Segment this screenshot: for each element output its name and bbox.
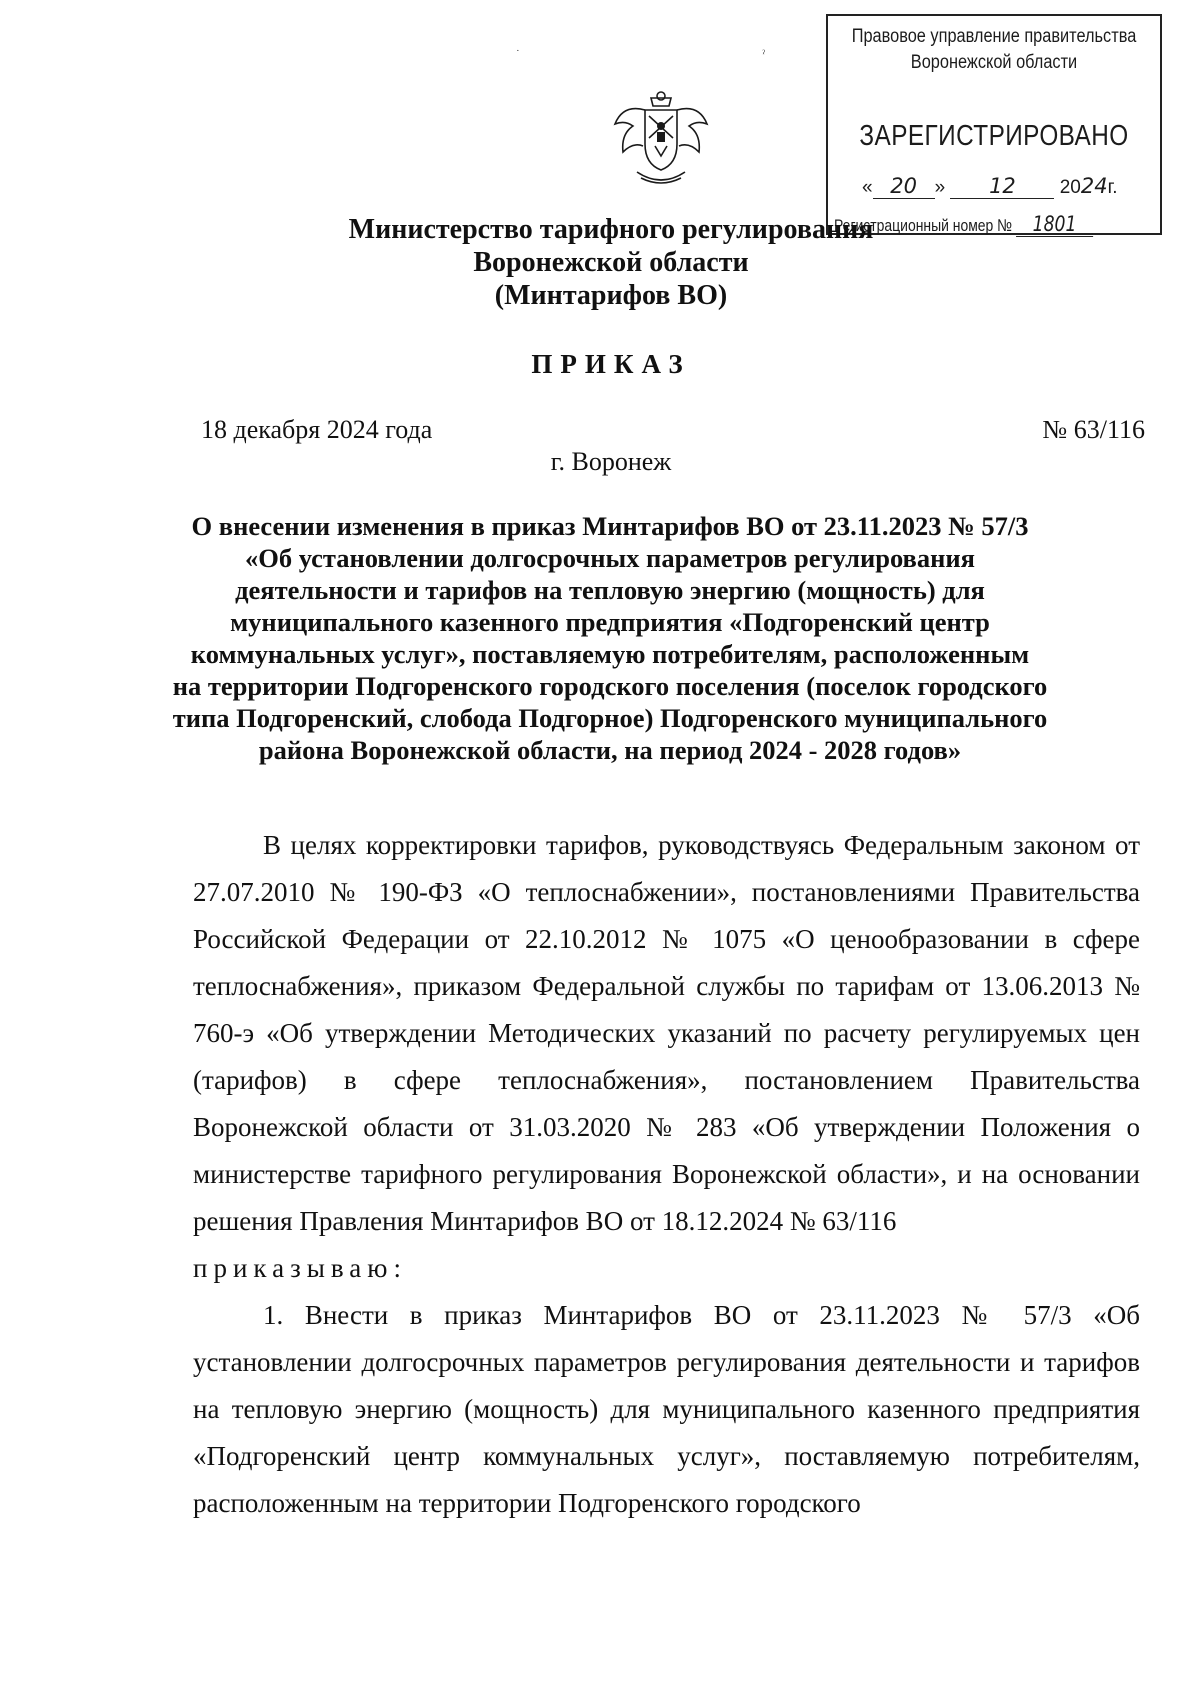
coat-of-arms-icon [607, 86, 715, 192]
heading-line: О внесении изменения в приказ Минтарифов ВО от 23.11.2023 № 57/3 [191, 511, 1029, 541]
stamp-day: 20 [873, 174, 935, 199]
heading-line: муниципального казенного предприятия «Подгоренский центр [230, 607, 990, 637]
order-number: № 63/116 [1042, 415, 1145, 444]
document-type: ПРИКАЗ [531, 349, 691, 379]
ministry-line: Воронежской области [473, 247, 749, 278]
stamp-year-prefix: 20 [1059, 177, 1081, 198]
order-city: г. Воронеж [550, 447, 672, 476]
order-heading [150, 510, 1070, 766]
preamble-paragraph: В целях корректировки тарифов, руководствуясь Федеральным законом от 27.07.2010 № 190-ФЗ «О теплоснабжении», постановлениями Правительства Российской Федерации от 22.10.2012 № 1075 «О ценообразовании в сфере теплоснабжения», приказом Федеральной службы по тарифам от 13.06.2013 № 760-э «Об утверждении Методических указаний по расчету регулируемых цен (тарифов) в сфере теплоснабжения», постановлением Правительства Воронежской области от 31.03.2020 № 283 «Об утверждении Положения о министерстве тарифного регулирования Воронежской области», и на основании решения Правления Минтарифов ВО от 18.12.2024 № 63/116 [193, 830, 1140, 1236]
order-body [193, 822, 1140, 1527]
stamp-registered-label: ЗАРЕГИСТРИРОВАНО [859, 120, 1129, 152]
ministry-name [0, 213, 1200, 312]
heading-line: «Об установлении долгосрочных параметров регулирования [245, 543, 975, 573]
stamp-year-suffix: г. [1107, 177, 1118, 198]
stamp-year: 24 [1080, 174, 1108, 198]
stamp-reg-value: 1801 [1016, 212, 1093, 237]
registration-stamp [826, 14, 1162, 235]
order-date: 18 декабря 2024 года [201, 415, 433, 444]
stamp-date: « 20 » 12 2024г. [862, 174, 1118, 198]
stamp-organization [851, 24, 1137, 76]
ministry-line: (Минтарифов ВО) [494, 280, 728, 311]
heading-line: на территории Подгоренского городского поселения (поселок городского [172, 671, 1048, 701]
heading-line: района Воронежской области, на период 2024 - 2028 годов» [258, 735, 962, 765]
heading-line: типа Подгоренский, слобода Подгорное) Подгоренского муниципального [172, 703, 1048, 733]
stamp-org-line: Воронежской области [910, 52, 1078, 73]
scan-specks: ˙ ˀ [516, 48, 886, 60]
stamp-reg-label: Регистрационный номер № [834, 216, 1013, 235]
stamp-org-line: Правовое управление правительства [851, 26, 1137, 47]
stamp-month: 12 [950, 174, 1054, 199]
heading-line: коммунальных услуг», поставляемую потребителям, расположенным [190, 639, 1030, 669]
order-item-1: 1. Внести в приказ Минтарифов ВО от 23.11.2023 № 57/3 «Об установлении долгосрочных параметров регулирования деятельности и тарифов на тепловую энергию (мощность) для муниципального казенного предприятия «Подгоренский центр коммунальных услуг», поставляемую потребителям, расположенным на территории Подгоренского городского [193, 1300, 1140, 1518]
heading-line: деятельности и тарифов на тепловую энергию (мощность) для [235, 575, 985, 605]
ministry-line: Министерство тарифного регулирования [348, 214, 874, 245]
order-word: приказываю: [193, 1253, 407, 1283]
